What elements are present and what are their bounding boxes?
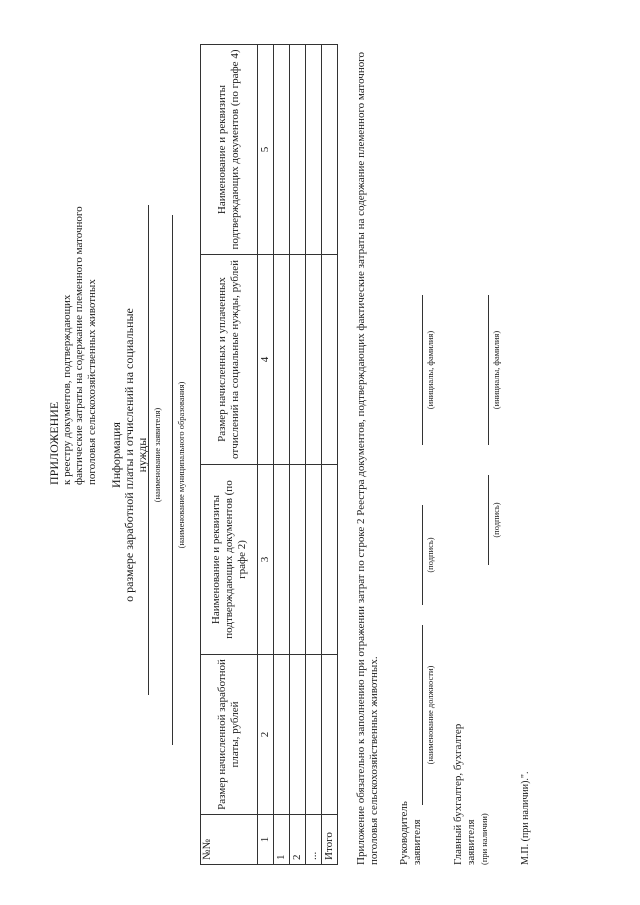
table-cell xyxy=(274,255,290,465)
column-number: 3 xyxy=(258,465,274,655)
table-cell xyxy=(322,465,338,655)
table-row xyxy=(306,45,322,865)
stamp-note: М.П. (при наличии).". xyxy=(520,771,531,865)
table-cell xyxy=(274,45,290,255)
table-cell xyxy=(274,465,290,655)
accountant-label: заявителя xyxy=(465,819,477,865)
header-cell-number: №№ xyxy=(201,815,258,865)
table-cell xyxy=(306,465,322,655)
head-label: заявителя xyxy=(411,819,423,865)
municipality-caption: (наименование муниципального образования) xyxy=(176,381,186,549)
title-line: о размере заработной платы и отчислений на социальные нужды xyxy=(122,308,149,602)
header-cell-salary-docs: Наименование и реквизиты подтверждающих документов (по графе 2) xyxy=(201,465,258,655)
title-line: Информация xyxy=(109,422,123,488)
position-caption: (наименование должности) xyxy=(425,665,435,765)
table-row xyxy=(274,45,290,865)
table-cell xyxy=(290,255,306,465)
table-header-row xyxy=(201,45,258,865)
table-cell xyxy=(306,255,322,465)
applicant-name-line xyxy=(148,205,149,695)
head-label: Руководитель xyxy=(398,801,410,865)
position-line xyxy=(422,625,423,805)
salary-table xyxy=(200,44,338,865)
table-cell xyxy=(306,45,322,255)
header-cell-salary: Размер начисленной заработной платы, рублей xyxy=(201,655,258,815)
initials-line xyxy=(422,295,423,445)
row-label: 2 xyxy=(290,815,306,865)
accountant-label: (при наличии) xyxy=(479,813,489,865)
header-cell-social: Размер начисленных и уплаченных отчислений на социальные нужды, рублей xyxy=(201,255,258,465)
signature-line xyxy=(422,505,423,605)
table-cell xyxy=(274,655,290,815)
accountant-initials-caption: (инициалы, фамилия) xyxy=(491,330,501,410)
column-number: 4 xyxy=(258,255,274,465)
table-numbers-row xyxy=(258,45,274,865)
initials-caption: (инициалы, фамилия) xyxy=(425,330,435,410)
appendix-block xyxy=(48,45,98,485)
accountant-signature-caption: (подпись) xyxy=(491,502,501,538)
column-number: 2 xyxy=(258,655,274,815)
accountant-initials-line xyxy=(488,295,489,445)
table-cell xyxy=(322,655,338,815)
municipality-line xyxy=(172,215,173,745)
table-cell xyxy=(322,45,338,255)
table-cell xyxy=(290,465,306,655)
column-number: 1 xyxy=(258,815,274,865)
row-label-total: Итого xyxy=(322,815,338,865)
accountant-label: Главный бухгалтер, бухгалтер xyxy=(452,723,464,865)
table-cell xyxy=(306,655,322,815)
appendix-line: фактические затраты на содержание племенного маточного xyxy=(73,206,85,485)
appendix-line: поголовья сельскохозяйственных животных xyxy=(85,279,98,485)
accountant-signature-line xyxy=(488,475,489,565)
table-row xyxy=(290,45,306,865)
signature-caption: (подпись) xyxy=(425,537,435,573)
table-total-row xyxy=(322,45,338,865)
row-label: ... xyxy=(306,815,322,865)
table-cell xyxy=(290,45,306,255)
completion-note: Приложение обязательно к заполнению при отражении затрат по строке 2 Реестра документов, подтверждающих фактические затраты на содержание племенного маточного поголовья сельскохозяйственных животных. xyxy=(355,52,380,865)
column-number: 5 xyxy=(258,45,274,255)
row-label: 1 xyxy=(274,815,290,865)
appendix-heading: ПРИЛОЖЕНИЕ xyxy=(47,401,61,485)
appendix-line: к реестру документов, подтверждающих xyxy=(60,294,73,485)
table-cell xyxy=(290,655,306,815)
header-cell-social-docs: Наименование и реквизиты подтверждающих документов (по графе 4) xyxy=(201,45,258,255)
document-title xyxy=(110,305,149,605)
applicant-name-caption: (наименование заявителя) xyxy=(152,407,162,503)
table-cell xyxy=(322,255,338,465)
